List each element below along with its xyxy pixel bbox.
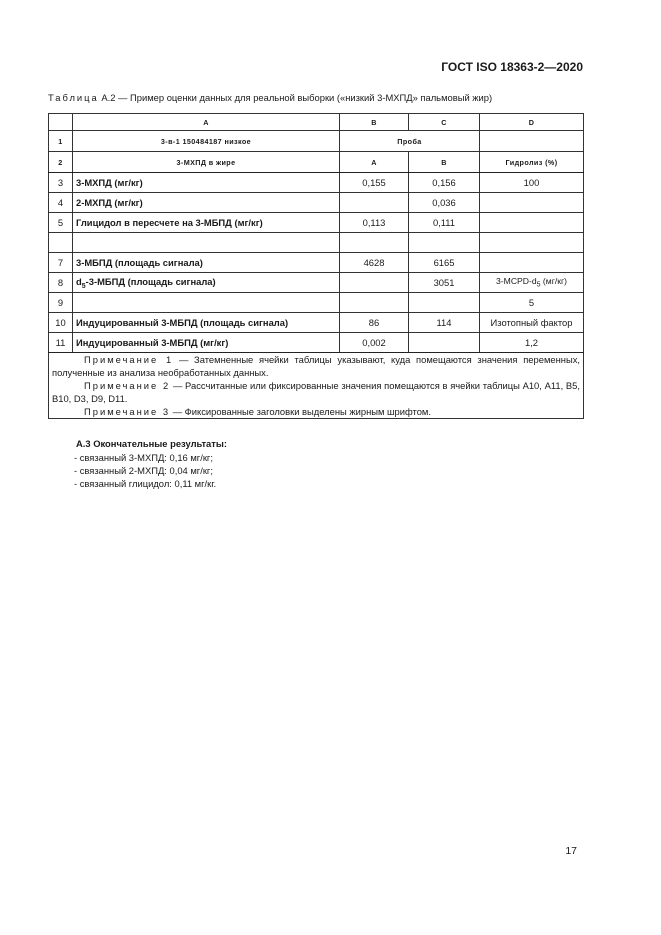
cell-c: 114 — [409, 313, 480, 333]
table-row — [49, 293, 584, 313]
table-row — [49, 253, 584, 273]
result-line: - связанный 2-МХПД: 0,04 мг/кг; — [74, 465, 213, 476]
cell-d — [480, 253, 584, 273]
cell-b — [340, 193, 409, 213]
cell-b: 0,113 — [340, 213, 409, 233]
cell-c — [409, 293, 480, 313]
cell-c — [409, 233, 480, 253]
table-caption-text: А.2 — Пример оценки данных для реальной выборки («низкий 3-МХПД» пальмовый жир) — [98, 92, 493, 103]
proba-header: Проба — [340, 131, 480, 152]
result-line: - связанный глицидол: 0,11 мг/кг. — [74, 478, 217, 489]
table-notes — [49, 353, 584, 419]
cell-c: 3051 — [409, 273, 480, 293]
cell-d: 1,2 — [480, 333, 584, 353]
table-caption — [48, 92, 492, 103]
cell-d: Изотопный фактор — [480, 313, 584, 333]
row-label: Индуцированный 3-МБПД (мг/кг) — [73, 333, 340, 353]
row-label — [73, 233, 340, 253]
row-number: 5 — [49, 213, 73, 233]
header-row-2 — [49, 152, 584, 173]
sample-description-1: 3-в-1 150484187 низкое — [73, 131, 340, 152]
cell-b: 86 — [340, 313, 409, 333]
notes-row — [49, 353, 584, 419]
table-row — [49, 233, 584, 253]
row-label: $d_5-3$-МБПД (площадь сигнала) — [73, 273, 340, 293]
table-note: Примечание 3 — Фиксированные заголовки выделены жирным шрифтом. — [84, 406, 431, 417]
cell-d: $3-MCPD-d_5$ (мг/кг) — [480, 273, 584, 293]
table-note: Примечание 1 — Затемненные ячейки таблицы указывают, куда помещаются значения переменных, полученные из анализа необработанных данных. — [52, 354, 580, 378]
sample-description-2: 3-МХПД в жире — [73, 152, 340, 173]
final-results — [76, 437, 227, 490]
cell-c — [409, 333, 480, 353]
data-table — [48, 113, 584, 419]
row-number: 4 — [49, 193, 73, 213]
row-label: 3-МБПД (площадь сигнала) — [73, 253, 340, 273]
col-letter-a: A — [73, 114, 340, 131]
hydrolysis-header: Гидролиз (%) — [480, 152, 584, 173]
cell-b: 4628 — [340, 253, 409, 273]
row-number: 1 — [49, 131, 73, 152]
row-label: 2-МХПД (мг/кг) — [73, 193, 340, 213]
cell-d: 100 — [480, 173, 584, 193]
row-number: 10 — [49, 313, 73, 333]
row-number: 9 — [49, 293, 73, 313]
row-label: Индуцированный 3-МБПД (площадь сигнала) — [73, 313, 340, 333]
cell-c: 0,156 — [409, 173, 480, 193]
cell-d: 5 — [480, 293, 584, 313]
table-row — [49, 313, 584, 333]
row-label — [73, 293, 340, 313]
row-label: 3-МХПД (мг/кг) — [73, 173, 340, 193]
cell-c: 0,111 — [409, 213, 480, 233]
col-letter-b: B — [340, 114, 409, 131]
col-letter-d: D — [480, 114, 584, 131]
table-row — [49, 193, 584, 213]
results-heading: А.3 Окончательные результаты: — [76, 438, 227, 449]
document-code: ГОСТ ISO 18363-2—2020 — [441, 60, 583, 74]
cell-b — [340, 293, 409, 313]
row-number: 7 — [49, 253, 73, 273]
row-number — [49, 233, 73, 253]
row-number: 3 — [49, 173, 73, 193]
sample-b-header: В — [409, 152, 480, 173]
cell-d — [480, 213, 584, 233]
cell-d — [480, 193, 584, 213]
page-number: 17 — [565, 845, 577, 857]
cell-b: 0,155 — [340, 173, 409, 193]
result-line: - связанный 3-МХПД: 0,16 мг/кг; — [74, 452, 213, 463]
sample-a-header: А — [340, 152, 409, 173]
row-number: 2 — [49, 152, 73, 173]
row-number: 11 — [49, 333, 73, 353]
cell-c: 0,036 — [409, 193, 480, 213]
column-letter-row — [49, 114, 584, 131]
cell-b: 0,002 — [340, 333, 409, 353]
header-row-1 — [49, 131, 584, 152]
cell-b — [340, 273, 409, 293]
table-row — [49, 173, 584, 193]
row-number: 8 — [49, 273, 73, 293]
table-row — [49, 273, 584, 293]
cell-d — [480, 233, 584, 253]
table-note: Примечание 2 — Рассчитанные или фиксированные значения помещаются в ячейки таблицы А10, А11, В5, В10, D3, D9, D11. — [52, 380, 580, 404]
table-caption-label: Таблица — [48, 92, 99, 103]
col-letter-c: C — [409, 114, 480, 131]
table-row — [49, 333, 584, 353]
cell-b — [340, 233, 409, 253]
cell-c: 6165 — [409, 253, 480, 273]
row-label: Глицидол в пересчете на 3-МБПД (мг/кг) — [73, 213, 340, 233]
table-row — [49, 213, 584, 233]
